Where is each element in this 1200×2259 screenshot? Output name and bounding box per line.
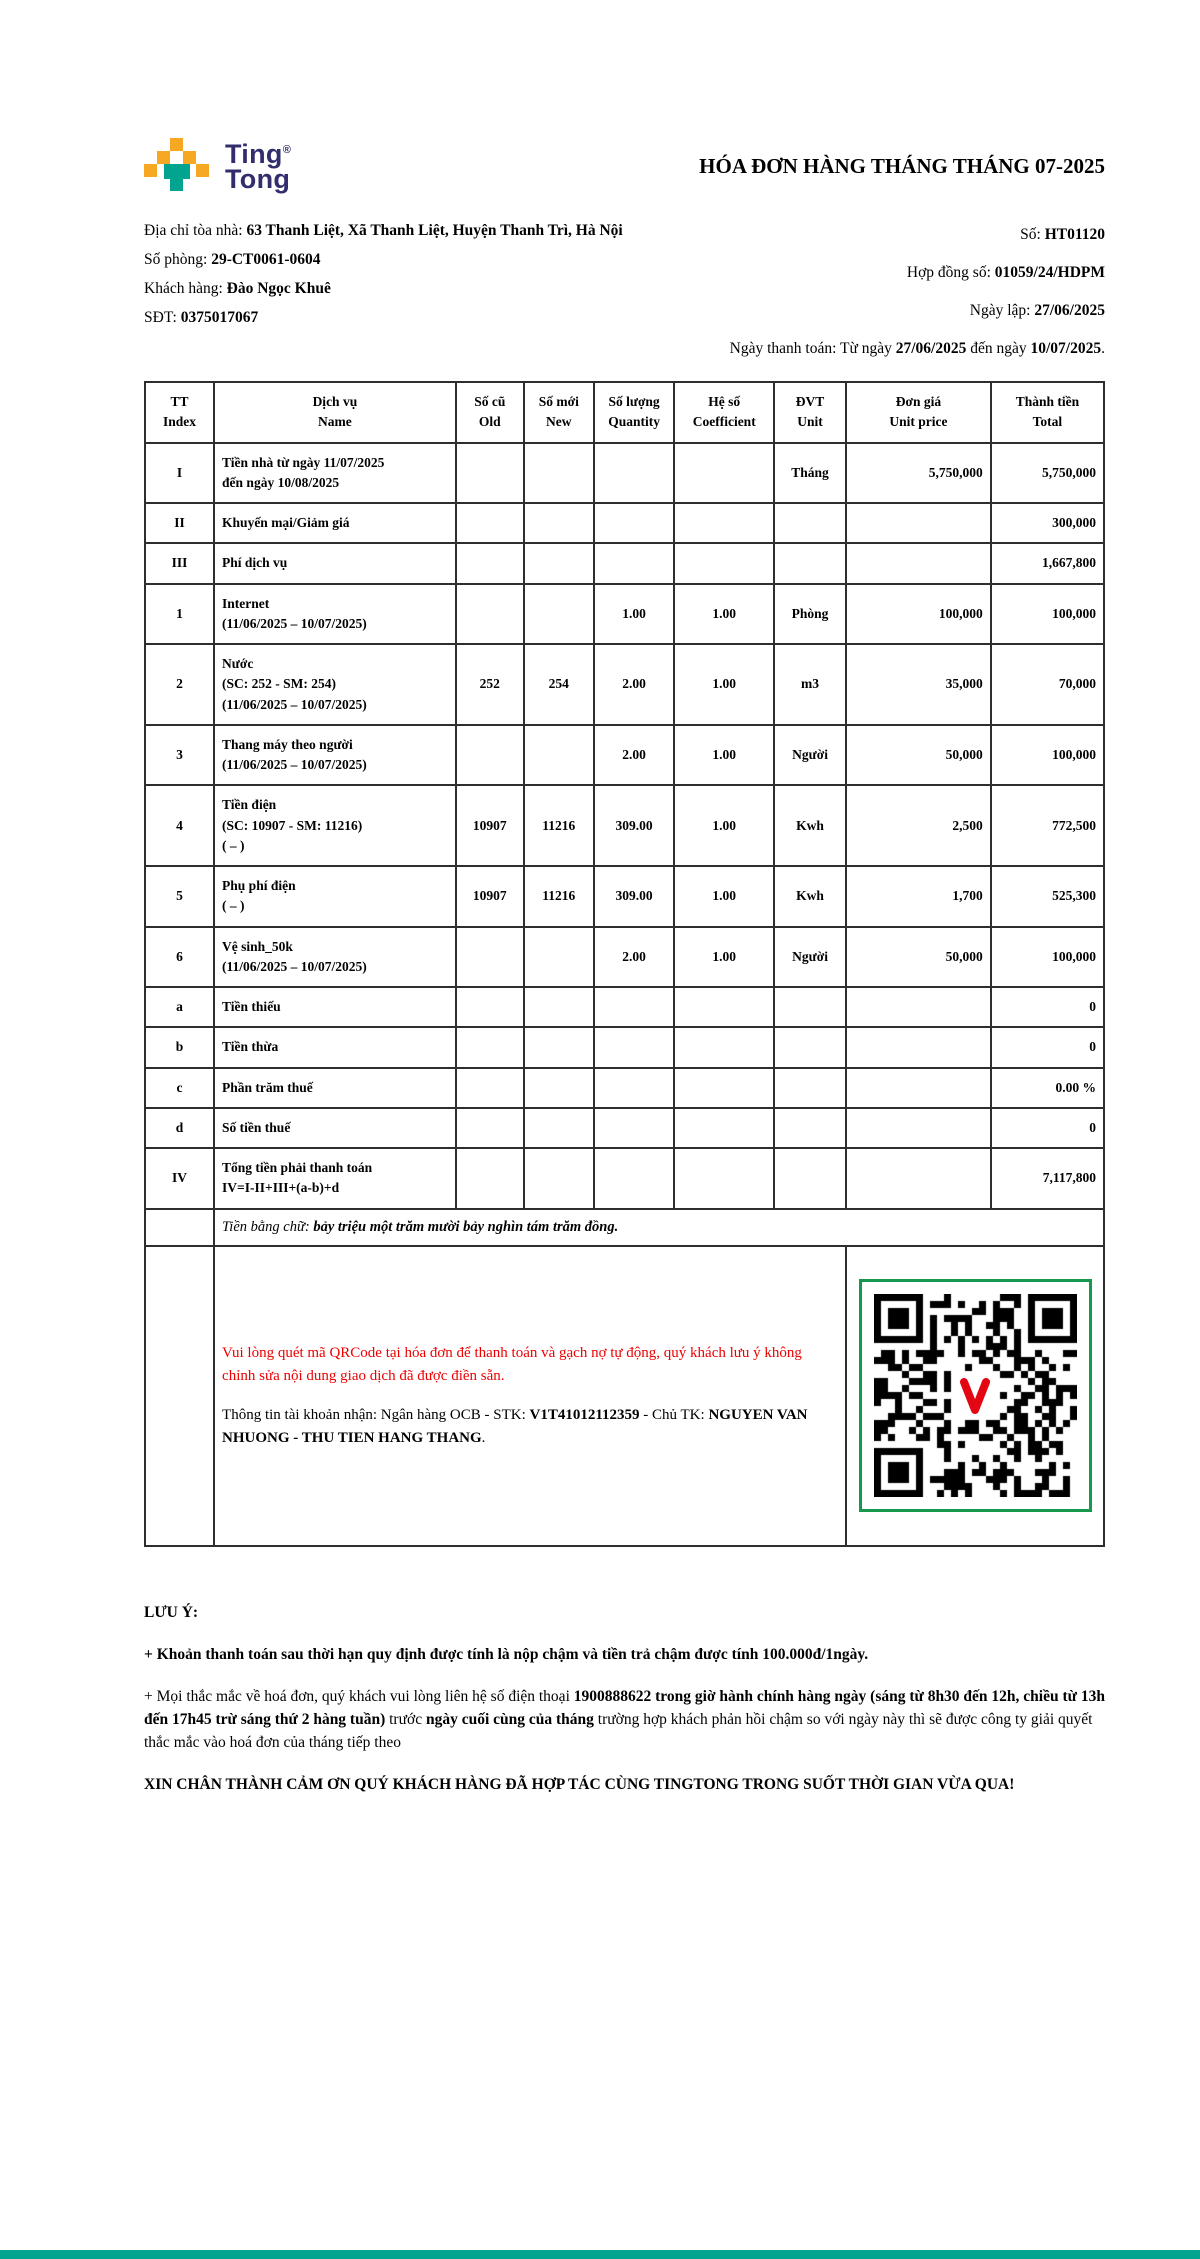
service-name-line: ( – )	[222, 837, 245, 853]
cell-name	[214, 584, 456, 645]
column-header-coefficient	[674, 382, 774, 443]
column-header-old	[456, 382, 524, 443]
cell-old	[456, 503, 524, 543]
cell-unit: Phòng	[774, 584, 846, 645]
cell-total: 70,000	[991, 644, 1104, 725]
logo-text-bottom: Tong	[225, 164, 291, 194]
header-label: Thành tiền	[1015, 394, 1080, 409]
cell-total: 0	[991, 1108, 1104, 1148]
cell-quantity	[594, 1148, 675, 1209]
cell-quantity: 2.00	[594, 927, 675, 988]
cell-unit-price	[846, 1027, 991, 1067]
text-segment: 0375017067	[180, 309, 259, 326]
header-label: Số cũ	[474, 394, 506, 409]
text-segment: ngày cuối cùng của tháng	[425, 1710, 594, 1728]
table-row	[145, 1148, 1104, 1209]
cell-unit	[774, 1148, 846, 1209]
cell-unit: Kwh	[774, 866, 846, 927]
cell-coefficient	[674, 1027, 774, 1067]
cell-new	[524, 1108, 594, 1148]
cell-unit-price	[846, 1068, 991, 1108]
qr-row	[145, 1246, 1104, 1546]
table-row	[145, 927, 1104, 988]
text-segment: trường hợp khách phản hồi chậm so với ngày này thì sẽ được công ty giải quyết thắc mắc vào hoá đơn của tháng tiếp theo	[144, 1710, 1093, 1751]
cell-coefficient: 1.00	[674, 725, 774, 786]
cell-unit-price: 5,750,000	[846, 443, 991, 504]
footer-bar	[0, 2250, 1200, 2259]
service-name-line: (11/06/2025 – 10/07/2025)	[222, 958, 367, 974]
table-row	[145, 644, 1104, 725]
table-header-row	[145, 382, 1104, 443]
header-label: Số lượng	[608, 394, 660, 409]
column-header-total	[991, 382, 1104, 443]
tingtong-logo-text	[225, 138, 291, 192]
cell-old: 10907	[456, 866, 524, 927]
cell-total: 0	[991, 1027, 1104, 1067]
cell-coefficient	[674, 987, 774, 1027]
header-label: Name	[318, 414, 352, 430]
service-name-line: Phí dịch vụ	[222, 555, 288, 571]
text-segment: Địa chỉ tòa nhà:	[144, 222, 247, 239]
cell-total: 7,117,800	[991, 1148, 1104, 1209]
cell-name	[214, 987, 456, 1027]
text-segment: bảy triệu một trăm mười bảy nghìn tám trăm đồng.	[313, 1218, 619, 1235]
cell-unit-price	[846, 543, 991, 583]
invoice-header	[144, 138, 1105, 192]
customer-name-line	[144, 274, 649, 303]
text-segment: 10/07/2025	[1030, 340, 1102, 357]
cell-new	[524, 443, 594, 504]
payment-period-line	[649, 330, 1105, 368]
cell-quantity: 309.00	[594, 785, 675, 866]
cell-index: 1	[145, 584, 214, 645]
table-row	[145, 785, 1104, 866]
cell-unit	[774, 503, 846, 543]
column-header-index	[145, 382, 214, 443]
service-name-line: Tiền nhà từ ngày 11/07/2025	[222, 454, 385, 470]
header-label: Đơn giá	[895, 394, 942, 409]
service-name-line: Tiền thiếu	[222, 999, 281, 1014]
table-row	[145, 1108, 1104, 1148]
service-name-line: Phần trăm thuế	[222, 1079, 313, 1095]
cell-quantity: 309.00	[594, 866, 675, 927]
amount-in-words-row	[145, 1209, 1104, 1246]
service-name-line: Số tiền thuế	[222, 1119, 291, 1135]
header-label: Unit price	[889, 414, 948, 430]
cell-unit	[774, 1068, 846, 1108]
payment-instructions-cell	[214, 1246, 846, 1546]
text-segment: .	[481, 1429, 486, 1446]
text-segment: 27/06/2025	[895, 340, 967, 357]
cell-index: d	[145, 1108, 214, 1148]
text-segment: Khách hàng:	[144, 280, 227, 297]
text-segment: Hợp đồng số:	[906, 264, 995, 281]
cell-unit-price: 50,000	[846, 725, 991, 786]
cell-new	[524, 927, 594, 988]
cell-index: III	[145, 543, 214, 583]
service-name-line: IV=I-II+III+(a-b)+d	[222, 1180, 340, 1196]
text-segment: Số:	[1020, 226, 1045, 243]
text-segment: trước	[385, 1710, 426, 1728]
header-label: Unit	[797, 414, 823, 430]
hotline-note	[144, 1685, 1105, 1754]
invoice-info	[144, 216, 1105, 368]
invoice-content	[144, 138, 1105, 1815]
cell-total: 100,000	[991, 725, 1104, 786]
cell-index: II	[145, 503, 214, 543]
header-label: Old	[478, 414, 501, 430]
qr-payment-warning: Vui lòng quét mã QRCode tại hóa đơn để thanh toán và gạch nợ tự động, quý khách lưu ý không chỉnh sửa nội dung giao dịch đã được điền sẵn.	[222, 1345, 802, 1384]
cell-new	[524, 1027, 594, 1067]
text-segment: Thông tin tài khoản nhận: Ngân hàng OCB - STK:	[222, 1407, 530, 1423]
text-segment: 29-CT0061-0604	[211, 251, 321, 268]
cell-new	[524, 503, 594, 543]
cell-old	[456, 725, 524, 786]
cell-new	[524, 987, 594, 1027]
cell-quantity	[594, 543, 675, 583]
cell-coefficient	[674, 1148, 774, 1209]
phone-line	[144, 303, 649, 332]
cell-old: 252	[456, 644, 524, 725]
service-name-line: Tiền thừa	[222, 1039, 279, 1055]
cell-total: 100,000	[991, 927, 1104, 988]
cell-quantity	[594, 1027, 675, 1067]
empty-index-cell	[145, 1209, 214, 1246]
text-segment: Số phòng:	[144, 251, 212, 268]
invoice-title: HÓA ĐƠN HÀNG THÁNG THÁNG 07-2025	[699, 154, 1105, 178]
cell-name	[214, 1027, 456, 1067]
service-name-line: Nước	[222, 656, 254, 671]
table-row	[145, 1068, 1104, 1108]
viettel-v-icon	[957, 1378, 993, 1414]
cell-unit-price	[846, 1108, 991, 1148]
text-segment: SĐT:	[144, 309, 181, 326]
cell-total: 300,000	[991, 503, 1104, 543]
cell-name	[214, 725, 456, 786]
service-name-line: đến ngày 10/08/2025	[222, 474, 340, 490]
cell-name	[214, 1148, 456, 1209]
invoice-number-line	[649, 216, 1105, 254]
text-segment: Ngày thanh toán: Từ ngày	[729, 340, 896, 357]
building-address-line	[144, 216, 649, 245]
text-segment: V1T41012112359	[529, 1407, 640, 1423]
invoice-notes	[144, 1601, 1105, 1796]
late-payment-note	[144, 1643, 1105, 1666]
cell-index: 3	[145, 725, 214, 786]
cell-name	[214, 644, 456, 725]
text-segment: Tiền bằng chữ:	[222, 1218, 314, 1235]
empty-index-cell	[145, 1246, 214, 1546]
service-name-line: Thang máy theo người	[222, 736, 353, 752]
cell-new: 11216	[524, 785, 594, 866]
cell-coefficient	[674, 1068, 774, 1108]
cell-old	[456, 1027, 524, 1067]
cell-name	[214, 1108, 456, 1148]
cell-new	[524, 1068, 594, 1108]
header-label: New	[546, 414, 572, 430]
service-name-line: (11/06/2025 – 10/07/2025)	[222, 615, 367, 631]
contract-number-line	[649, 254, 1105, 292]
cell-unit: Người	[774, 725, 846, 786]
cell-total: 525,300	[991, 866, 1104, 927]
service-name-line: (11/06/2025 – 10/07/2025)	[222, 696, 367, 712]
bank-account-info	[222, 1404, 838, 1449]
service-name-line: Khuyến mại/Giảm giá	[222, 515, 350, 530]
table-body	[145, 443, 1104, 1209]
cell-new	[524, 1148, 594, 1209]
table-row	[145, 584, 1104, 645]
cell-unit: Tháng	[774, 443, 846, 504]
cell-quantity	[594, 503, 675, 543]
cell-old	[456, 987, 524, 1027]
cell-coefficient	[674, 1108, 774, 1148]
tingtong-logo	[144, 138, 291, 192]
table-row	[145, 1027, 1104, 1067]
cell-unit-price: 50,000	[846, 927, 991, 988]
cell-name	[214, 543, 456, 583]
header-label: Index	[163, 414, 197, 430]
text-segment: - Chủ TK:	[639, 1407, 709, 1423]
cell-quantity: 1.00	[594, 584, 675, 645]
header-label: Hệ số	[708, 394, 741, 409]
text-segment: + Mọi thắc mắc về hoá đơn, quý khách vui lòng liên hệ số điện thoại	[144, 1687, 574, 1705]
room-number-line	[144, 245, 649, 274]
cell-old	[456, 443, 524, 504]
cell-index: a	[145, 987, 214, 1027]
table-row	[145, 866, 1104, 927]
cell-unit	[774, 987, 846, 1027]
cell-unit: Kwh	[774, 785, 846, 866]
cell-old	[456, 1108, 524, 1148]
cell-index: 5	[145, 866, 214, 927]
info-left-column	[144, 216, 649, 368]
cell-total: 772,500	[991, 785, 1104, 866]
cell-coefficient	[674, 543, 774, 583]
cell-name	[214, 866, 456, 927]
text-segment: + Khoản thanh toán sau thời hạn quy định được tính là nộp chậm và tiền trả chậm được tính 100.000đ/1ngày.	[144, 1645, 869, 1663]
column-header-unit	[774, 382, 846, 443]
notes-heading: LƯU Ý:	[144, 1603, 199, 1621]
table-row	[145, 725, 1104, 786]
table-row	[145, 503, 1104, 543]
qr-center-logo	[952, 1373, 998, 1419]
text-segment: HT01120	[1044, 226, 1105, 243]
cell-new	[524, 584, 594, 645]
cell-index: c	[145, 1068, 214, 1108]
cell-new: 254	[524, 644, 594, 725]
cell-old	[456, 584, 524, 645]
logo-text-top: Ting®	[225, 139, 292, 169]
text-segment: 01059/24/HDPM	[994, 264, 1105, 281]
text-segment: 27/06/2025	[1034, 302, 1105, 319]
table-row	[145, 987, 1104, 1027]
tingtong-logo-icon	[144, 138, 210, 192]
invoice-table	[144, 381, 1105, 1547]
service-name-line: (SC: 10907 - SM: 11216)	[222, 817, 363, 833]
cell-unit-price: 35,000	[846, 644, 991, 725]
service-name-line: (SC: 252 - SM: 254)	[222, 676, 337, 692]
cell-name	[214, 785, 456, 866]
header-label: Số mới	[538, 394, 579, 409]
cell-old	[456, 1148, 524, 1209]
cell-total: 0.00 %	[991, 1068, 1104, 1108]
service-name-line: Internet	[222, 595, 270, 611]
cell-index: IV	[145, 1148, 214, 1209]
header-label: Coefficient	[692, 414, 756, 430]
header-label: Total	[1032, 414, 1063, 430]
cell-coefficient: 1.00	[674, 866, 774, 927]
cell-coefficient: 1.00	[674, 644, 774, 725]
cell-new: 11216	[524, 866, 594, 927]
cell-unit	[774, 1027, 846, 1067]
column-header-name	[214, 382, 456, 443]
cell-unit-price	[846, 503, 991, 543]
issue-date-line	[649, 292, 1105, 330]
cell-unit-price: 1,700	[846, 866, 991, 927]
cell-old	[456, 543, 524, 583]
column-header-new	[524, 382, 594, 443]
text-segment: .	[1101, 340, 1105, 357]
cell-coefficient	[674, 443, 774, 504]
text-segment: NGUYEN VAN NHUONG - THU TIEN HANG THANG	[222, 1407, 808, 1446]
cell-index: b	[145, 1027, 214, 1067]
cell-new	[524, 725, 594, 786]
table-row	[145, 543, 1104, 583]
cell-coefficient: 1.00	[674, 927, 774, 988]
header-label: TT	[170, 394, 189, 409]
cell-unit: m3	[774, 644, 846, 725]
info-right-column	[649, 216, 1105, 368]
header-label: Quantity	[608, 414, 660, 430]
service-name-line: Tổng tiền phải thanh toán	[222, 1160, 373, 1175]
header-label: Dịch vụ	[312, 394, 358, 409]
cell-unit	[774, 1108, 846, 1148]
cell-index: 2	[145, 644, 214, 725]
cell-name	[214, 443, 456, 504]
table-footer	[145, 1209, 1104, 1546]
cell-quantity: 2.00	[594, 725, 675, 786]
service-name-line: Phụ phí điện	[222, 878, 296, 893]
cell-unit-price: 100,000	[846, 584, 991, 645]
column-header-quantity	[594, 382, 675, 443]
table-row	[145, 443, 1104, 504]
cell-unit-price	[846, 1148, 991, 1209]
text-segment: Đào Ngọc Khuê	[226, 280, 331, 297]
text-segment: Ngày lập:	[969, 302, 1035, 319]
cell-total: 5,750,000	[991, 443, 1104, 504]
cell-quantity: 2.00	[594, 644, 675, 725]
header-label: ĐVT	[795, 394, 825, 409]
cell-total: 0	[991, 987, 1104, 1027]
cell-old: 10907	[456, 785, 524, 866]
cell-new	[524, 543, 594, 583]
cell-total: 1,667,800	[991, 543, 1104, 583]
cell-coefficient: 1.00	[674, 785, 774, 866]
cell-total: 100,000	[991, 584, 1104, 645]
cell-old	[456, 927, 524, 988]
qr-code-cell	[846, 1246, 1104, 1546]
cell-old	[456, 1068, 524, 1108]
cell-unit-price: 2,500	[846, 785, 991, 866]
cell-index: I	[145, 443, 214, 504]
cell-quantity	[594, 987, 675, 1027]
cell-unit: Người	[774, 927, 846, 988]
service-name-line: Tiền điện	[222, 797, 277, 813]
service-name-line: (11/06/2025 – 10/07/2025)	[222, 757, 367, 772]
amount-in-words-cell	[214, 1209, 1104, 1246]
service-name-line: ( – )	[222, 898, 245, 914]
qr-frame	[859, 1279, 1092, 1512]
cell-index: 4	[145, 785, 214, 866]
cell-quantity	[594, 1068, 675, 1108]
text-segment: đến ngày	[966, 340, 1031, 357]
cell-index: 6	[145, 927, 214, 988]
thank-you-message: XIN CHÂN THÀNH CẢM ƠN QUÝ KHÁCH HÀNG ĐÃ HỢP TÁC CÙNG TINGTONG TRONG SUỐT THỜI GIAN VỪA QUA!	[144, 1775, 1015, 1793]
cell-unit	[774, 543, 846, 583]
registered-mark: ®	[282, 144, 292, 156]
text-segment: 63 Thanh Liệt, Xã Thanh Liệt, Huyện Thanh Trì, Hà Nội	[246, 222, 623, 239]
cell-name	[214, 1068, 456, 1108]
cell-name	[214, 503, 456, 543]
text-segment: 1900888622 trong giờ hành chính hàng ngày (sáng từ 8h30 đến 12h, chiều từ 13h đến 17h45 trừ sáng thứ 2 hàng tuần)	[144, 1687, 1105, 1728]
column-header-unit-price	[846, 382, 991, 443]
cell-quantity	[594, 443, 675, 504]
service-name-line: Vệ sinh_50k	[222, 938, 293, 954]
cell-unit-price	[846, 987, 991, 1027]
cell-coefficient: 1.00	[674, 584, 774, 645]
cell-quantity	[594, 1108, 675, 1148]
cell-name	[214, 927, 456, 988]
cell-coefficient	[674, 503, 774, 543]
